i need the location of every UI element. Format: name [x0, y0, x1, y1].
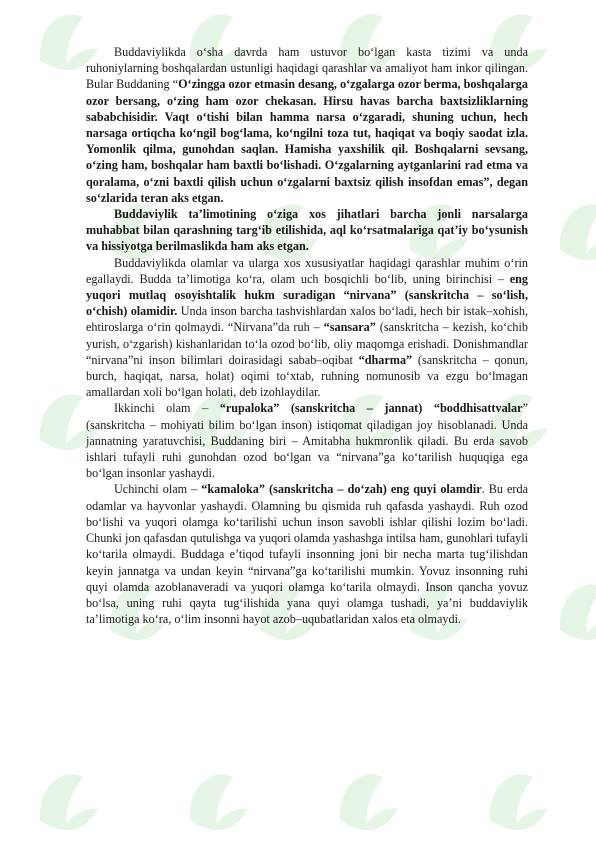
- leaf-shape: [476, 766, 556, 842]
- text-segment: (sanskritcha – qonun, burch, haqiqat, narsa, holat) oqimi to‘xtab, ruhning nomunosib va ezgu bo‘lmagan amallardan xoli bo‘lgan holati, deb izohlaydilar.: [86, 352, 529, 400]
- leaf-shape: [176, 766, 256, 842]
- leaf-shape: [546, 576, 596, 654]
- bold-text-segment: “kamaloka” (sanskritcha – do‘zah) eng quyi olamdir: [201, 482, 482, 497]
- bold-text-segment: Buddaviylik ta’limotining o‘ziga xos jihatlari barcha jonli narsalarga muhabbat bilan qarashning targ‘ib etilishida, aql ko‘rsatmalariga qat’iy bo‘ysunish va hissiyotga berilmaslikda ham aks etgan.: [86, 207, 528, 254]
- document-page: [86, 44, 528, 627]
- paragraph: [86, 206, 528, 255]
- leaf-shape: [26, 766, 106, 842]
- text-segment: (sanskritcha – kezish, ko‘chib yurish, o‘zgarish) kishanlaridan to‘la ozod bo‘lib, oliy maqomga erishadi. Donishmandlar “nirvana”ni inson bilimlari doirasidagi sabab–oqibat: [86, 320, 528, 367]
- paragraph: [86, 481, 528, 627]
- paragraph: [86, 400, 528, 481]
- leaf-shape: [546, 196, 596, 274]
- bold-text-segment: O‘zingga ozor etmasin desang, o‘zgalarga ozor berma, boshqalarga ozor bersang, o‘zing ham ozor chekasan. Hirsu havas barcha baxtsizliklarning sababchisidir. Vaqt o‘tishi bilan hamma narsa o‘zgaradi, shuning uchun, hech narsaga ortiqcha ko‘ngil bog‘lama, ko‘ngilni toza tut, haqiqat va boqiy saodat izla. Yomonlik qilma, gunohdan saqlan. Hamisha yaxshilik qil. Boshqalarni sevsang, o‘zing ham, boshqalar ham baxtli bo‘lishadi. O‘zgalarning aytganlarini rad etma va qoralama, o‘zni baxtli qilish uchun o‘zgalarni baxtsiz qilish insofdan emas”, degan so‘zlarida teran aks etgan.: [86, 77, 528, 205]
- bold-text-segment: “sansara”: [323, 320, 376, 335]
- bold-text-segment: eng yuqori mutlaq osoyishtalik hukm suradigan “nirvana” (sanskritcha – so‘lish, o‘chish) olamidir.: [86, 271, 528, 319]
- text-segment: ” (sanskritcha – mohiyati bilim bo‘lgan inson) istiqomat qiladigan joy hisoblanadi. Unda jannatning yaratuvchisi, Buddaning biri – Amitabha hukmronlik qiladi. Bu erda savob ishlari tufayli ruhi gunohdan ozod bo‘lgan va “nirvana”ga ko‘tarilish huquqiga ega bo‘lgan insonlar yashaydi.: [86, 401, 528, 481]
- text-segment: . Bu erda odamlar va hayvonlar yashaydi. Olamning bu qismida ruh qafasda yashaydi. Ruh ozod bo‘lishi va yuqori olamga ko‘tarilishi uchun inson savobli ishlar qilishi lozim bo‘ladi. Chunki jon qafasdan qutulishga va yuqori olamda yashashga intilsa ham, gunohlari tufayli ko‘tarila olmaydi. Buddaga e’tiqod tufayli insonning joni bir necha marta tug‘ilishdan keyin jannatga va undan keyin “nirvana”ga ko‘tarilishi mumkin. Yovuz insonning ruhi quyi olamda azoblanaveradi va yuqori olamga ko‘tarila olmaydi. Inson qancha yovuz bo‘lsa, uning ruhi qayta tug‘ilishida yana quyi olamga tushadi, ya’ni buddaviylik ta’limotiga ko‘ra, o‘lim insonni hayot azob–uqubatlaridan xalos eta olmaydi.: [86, 482, 528, 627]
- text-segment: Buddaviylikda o‘sha davrda ham ustuvor bo‘lgan kasta tizimi va unda ruhoniylarning boshqalardan ustunligi haqidagi qarashlar va amaliyot ham inkor qilingan. Bular Buddaning “: [86, 45, 528, 92]
- bold-text-segment: “rupaloka” (sanskritcha – jannat) “boddhisattvalar: [219, 401, 523, 416]
- text-segment: Uchinchi olam –: [114, 482, 202, 497]
- text-segment: Ikkinchi olam –: [114, 401, 220, 416]
- paragraph: [86, 44, 528, 206]
- text-segment: Unda inson barcha tashvishlardan xalos bo‘ladi, hech bir istak–xohish, ehtiroslarga o‘rin qolmaydi. “Nirvana”da ruh –: [86, 304, 528, 335]
- leaf-shape: [326, 766, 406, 842]
- text-segment: Buddaviylikda olamlar va ularga xos xususiyatlar haqidagi qarashlar muhim o‘rin egallaydi. Budda ta’limotiga ko‘ra, olam uch bosqichli bo‘lib, uning birinchisi –: [86, 255, 528, 286]
- bold-text-segment: “dharma”: [358, 352, 413, 367]
- paragraph: [86, 255, 528, 401]
